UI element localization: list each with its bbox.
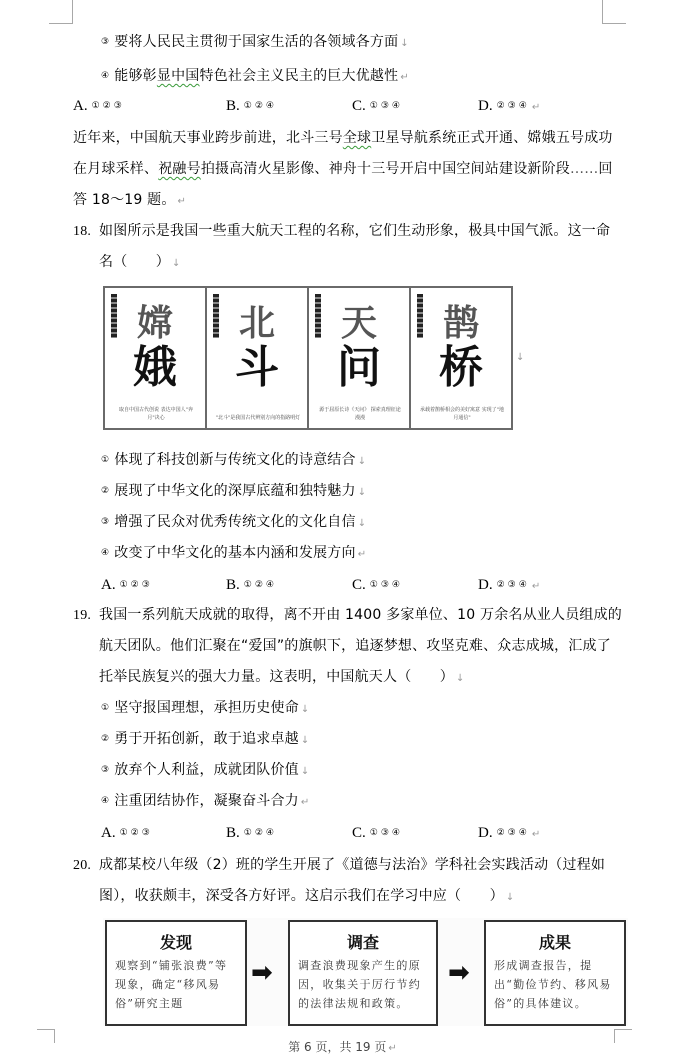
option-value: ①③④ <box>369 100 403 110</box>
option-value: ①②③ <box>91 100 125 110</box>
line-break-mark: ↓ <box>300 704 310 715</box>
flow-step-investigate <box>288 920 438 1026</box>
question-number: 18. <box>73 224 92 239</box>
page-corner-mark-top-left <box>49 0 73 24</box>
line-break-mark: ↓ <box>172 258 181 269</box>
line-break-mark: ↓ <box>300 766 310 777</box>
poster-char-top: 嫦 <box>136 303 173 344</box>
option-value: ②③④ <box>496 827 530 837</box>
poster-beidou <box>207 288 309 428</box>
flow-step-desc: 观察到“铺张浪费”等现象，确定“移风易俗”研究主题 <box>115 959 228 1010</box>
flow-step-title: 发现 <box>159 933 192 952</box>
statement-text: 体现了科技创新与传统文化的诗意结合 <box>114 452 356 468</box>
option-letter: C. <box>352 825 366 841</box>
q19-statement-2 <box>101 730 309 750</box>
intro-text: 答 18～19 题。 <box>73 192 176 208</box>
q19-statement-4 <box>101 792 309 812</box>
option-value: ②③④ <box>496 579 530 589</box>
option-d[interactable] <box>478 575 540 596</box>
flow-step-discover <box>105 920 247 1026</box>
poster-char-bottom: 斗 <box>235 342 279 393</box>
line-break-mark: ↓ <box>400 38 409 49</box>
spellcheck-underline-text: 全球 <box>342 130 372 146</box>
question-stem: 名（ ） <box>99 254 170 270</box>
q19-answer-options <box>0 823 685 841</box>
statement-number: ① <box>101 703 110 713</box>
spellcheck-underline-text: 显中国 <box>156 68 200 84</box>
statement-text: 勇于开拓创新，敢于追求卓越 <box>114 731 299 747</box>
q19-statement-3 <box>101 761 309 781</box>
q19-statement-1 <box>101 699 309 719</box>
option-letter: C. <box>352 98 366 114</box>
space-project-posters-image <box>103 286 513 430</box>
poster-caption: 源于屈原长诗《天问》 探索真理征途漫漫 <box>319 407 401 421</box>
intro-text: 在月球采样、 <box>73 161 159 177</box>
intro-text: 近年来，中国航天事业跨步前进，北斗三号 <box>73 130 343 146</box>
line-break-mark: ↓ <box>357 456 367 467</box>
line-break-mark: ↓ <box>516 352 525 363</box>
question-stem: 托举民族复兴的强大力量。这表明，中国航天人（ ） <box>99 669 454 685</box>
q20-stem-line-1 <box>73 856 605 875</box>
option-value: ①②③ <box>119 579 153 589</box>
line-break-mark: ↓ <box>357 518 367 529</box>
poster-tianwen <box>309 288 411 428</box>
paragraph-mark: ↵ <box>400 72 409 83</box>
statement-text: 坚守报国理想，承担历史使命 <box>114 700 299 716</box>
question-stem: 图），收获颇丰，深受各方好评。这启示我们在学习中应（ ） <box>99 888 504 904</box>
option-a[interactable] <box>101 823 153 842</box>
paragraph-mark: ↵ <box>300 797 310 808</box>
flow-step-desc: 调查浪费现象产生的原因，收集关于厉行节约的法律法规和政策。 <box>298 959 421 1010</box>
poster-caption: 取自中国古代创说 表达中国人"奔月"决心 <box>119 407 193 421</box>
statement-text: 改变了中华文化的基本内涵和发展方向 <box>114 545 356 561</box>
prev-statement-3 <box>101 33 409 53</box>
intro-text: 拍摄高清火星影像、神舟十三号开启中国空间站建设新阶段 <box>200 161 571 177</box>
option-letter: A. <box>101 577 116 593</box>
flow-step-title: 成果 <box>538 933 571 952</box>
option-c[interactable] <box>352 96 403 115</box>
option-value: ①②④ <box>243 827 277 837</box>
option-c[interactable] <box>352 823 403 842</box>
option-value: ①②③ <box>119 827 153 837</box>
question-number: 19. <box>73 608 92 623</box>
statement-number: ④ <box>101 71 110 81</box>
option-d[interactable] <box>478 96 540 117</box>
statement-text: 放弃个人利益，成就团队价值 <box>114 762 299 778</box>
option-letter: D. <box>478 98 493 114</box>
option-b[interactable] <box>226 575 277 594</box>
option-letter: B. <box>226 577 240 593</box>
question-stem: 航天团队。他们汇聚在“爱国”的旗帜下，追逐梦想、攻坚克难、众志成城，汇成了 <box>99 638 611 654</box>
option-letter: A. <box>101 825 116 841</box>
option-b[interactable] <box>226 823 277 842</box>
intro-line-3 <box>73 191 186 211</box>
poster-caption: "北斗"是我国古代辨别方向的指路明灯 <box>215 415 301 421</box>
option-letter: B. <box>226 98 240 114</box>
option-b[interactable] <box>226 96 277 115</box>
statement-number: ③ <box>101 517 110 527</box>
statement-text: 注重团结协作，凝聚奋斗合力 <box>114 793 299 809</box>
paragraph-mark: ↵ <box>531 581 541 592</box>
q18-statement-3 <box>101 513 366 533</box>
option-value: ①③④ <box>369 579 403 589</box>
poster-char-bottom: 问 <box>337 342 381 393</box>
page-corner-mark-top-right <box>602 0 626 24</box>
intro-text: 卫星导航系统正式开通、嫦娥五号成功 <box>371 130 613 146</box>
page-footer <box>0 1038 685 1054</box>
question-number: 20. <box>73 858 92 873</box>
option-letter: B. <box>226 825 240 841</box>
q19-stem-line-1 <box>73 606 622 625</box>
statement-number: ④ <box>101 796 110 806</box>
paragraph-mark: ↵ <box>357 549 367 560</box>
statement-number: ④ <box>101 548 110 558</box>
option-value: ①③④ <box>369 827 403 837</box>
flow-step-desc: 形成调查报告，提出“勤俭节约、移风易俗”的具体建议。 <box>494 959 612 1010</box>
flow-step-result <box>484 920 626 1026</box>
option-value: ①②④ <box>243 579 277 589</box>
poster-caption: 承载着鹊桥相会的美好寓意 实现了"地月通信" <box>420 407 504 421</box>
q18-answer-options <box>0 575 685 593</box>
q18-statement-2 <box>101 482 366 502</box>
q20-stem-line-2 <box>99 887 514 907</box>
statement-text-part: 特色社会主义民主的巨大优越性 <box>199 68 399 84</box>
statement-number: ③ <box>101 765 110 775</box>
paragraph-mark: ↵ <box>177 196 187 207</box>
poster-char-bottom: 桥 <box>439 342 483 393</box>
statement-number: ③ <box>101 37 110 47</box>
spellcheck-underline-text: 祝融号 <box>158 161 201 177</box>
q18-statement-4 <box>101 544 366 564</box>
statement-text: 增强了民众对优秀传统文化的文化自信 <box>114 514 356 530</box>
option-letter: D. <box>478 577 493 593</box>
option-letter: D. <box>478 825 493 841</box>
poster-char-bottom: 娥 <box>133 342 177 393</box>
q19-stem-line-3 <box>99 668 465 688</box>
question-stem: 如图所示是我国一些重大航天工程的名称，它们生动形象，极具中国气派。这一命 <box>99 223 611 239</box>
prev-statement-4 <box>101 67 409 87</box>
question-stem: 我国一系列航天成就的取得，离不开由 1400 多家单位、10 万余名从业人员组成的 <box>99 607 622 623</box>
intro-line-1 <box>73 129 613 147</box>
ellipsis: …… <box>570 161 599 177</box>
q18-statement-1 <box>101 451 366 471</box>
option-a[interactable] <box>73 96 125 115</box>
page-number: 第 6 页，共 19 页 <box>288 1040 387 1054</box>
statement-number: ① <box>101 455 110 465</box>
option-value: ①②④ <box>243 100 277 110</box>
prev-answer-options <box>0 96 685 114</box>
line-break-mark: ↓ <box>456 673 465 684</box>
statement-text-part: 能够彰 <box>114 68 157 84</box>
poster-change-e <box>105 288 207 428</box>
poster-char-top: 北 <box>238 303 275 344</box>
paragraph-mark: ↵ <box>388 1043 397 1054</box>
arrow-right-icon: ➡ <box>448 958 470 988</box>
option-c[interactable] <box>352 575 403 594</box>
statement-number: ② <box>101 486 110 496</box>
intro-text: 回 <box>598 161 613 177</box>
q18-stem-line-2 <box>99 253 181 273</box>
poster-char-top: 鹊 <box>442 303 479 344</box>
line-break-mark: ↓ <box>300 735 310 746</box>
option-letter: C. <box>352 577 366 593</box>
option-a[interactable] <box>101 575 153 594</box>
option-d[interactable] <box>478 823 540 844</box>
practice-activity-flowchart <box>103 918 628 1026</box>
arrow-right-icon: ➡ <box>251 958 273 988</box>
paragraph-mark: ↵ <box>531 829 541 840</box>
statement-text: 要将人民民主贯彻于国家生活的各领域各方面 <box>114 34 399 50</box>
statement-number: ② <box>101 734 110 744</box>
line-break-mark: ↓ <box>357 487 367 498</box>
statement-text: 展现了中华文化的深厚底蕴和独特魅力 <box>114 483 356 499</box>
question-stem: 成都某校八年级（2）班的学生开展了《道德与法治》学科社会实践活动（过程如 <box>99 857 606 873</box>
intro-line-2 <box>73 160 613 178</box>
poster-char-top: 天 <box>340 303 377 344</box>
q18-stem-line-1 <box>73 222 610 241</box>
line-break-mark: ↓ <box>505 892 515 903</box>
paragraph-mark: ↵ <box>531 102 541 113</box>
option-value: ②③④ <box>496 100 530 110</box>
flow-step-title: 调查 <box>346 933 379 952</box>
poster-queqiao <box>411 288 511 428</box>
option-letter: A. <box>73 98 88 114</box>
q19-stem-line-2 <box>99 637 611 655</box>
